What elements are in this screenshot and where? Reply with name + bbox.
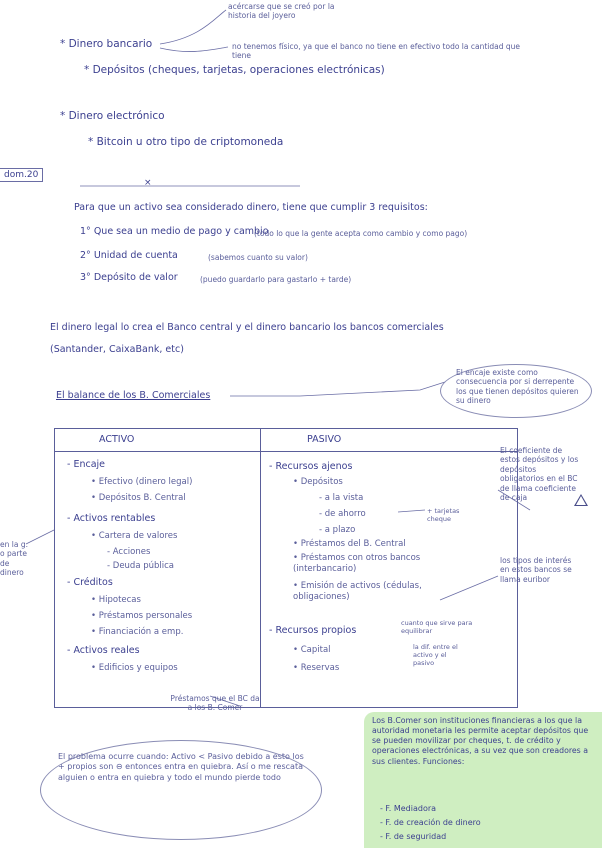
activo-efectivo: • Efectivo (dinero legal): [91, 477, 193, 487]
note-creacion: acércarse que se creó por la historia del joyero: [228, 2, 335, 21]
activo-rentables: - Activos rentables: [67, 513, 156, 524]
pasivo-ahorro: - de ahorro: [319, 509, 366, 519]
x-mark: ×: [144, 178, 152, 188]
activo-cartera: • Cartera de valores: [91, 531, 178, 541]
depositos-line: * Depósitos (cheques, tarjetas, operaciones electrónicas): [84, 64, 385, 76]
annot-tarjetas: + tarjetas cheque: [427, 507, 460, 524]
balance-title: El balance de los B. Comerciales: [56, 390, 211, 401]
requisito-1: 1° Que sea un medio de pago y cambio: [80, 226, 269, 237]
activo-financiacion: • Financiación a emp.: [91, 627, 184, 637]
funcion-3: - F. de seguridad: [380, 832, 447, 841]
activo-prestamos: • Préstamos personales: [91, 611, 193, 621]
requisito-3: 3° Depósito de valor: [80, 272, 178, 283]
pasivo-prestamos-otros: • Préstamos con otros bancos (interbancario): [293, 553, 421, 574]
activo-encaje: - Encaje: [67, 459, 105, 470]
date-label: dom.20: [0, 168, 43, 182]
bitcoin-line: * Bitcoin u otro tipo de criptomoneda: [88, 136, 284, 148]
pasivo-depositos: • Depósitos: [293, 477, 343, 487]
annot-euribor: los tipos de interés en estos bancos se llama euribor: [500, 556, 572, 584]
activo-reales: - Activos reales: [67, 645, 140, 656]
arrow-historia: [160, 10, 226, 44]
pasivo-ajenos: - Recursos ajenos: [269, 461, 353, 472]
pasivo-reservas: • Reservas: [293, 663, 340, 673]
dinero-legal-line2: (Santander, CaixaBank, etc): [50, 344, 184, 355]
pasivo-prestamos-bc: • Préstamos del B. Central: [293, 539, 406, 549]
pasivo-capital: • Capital: [293, 645, 331, 655]
activo-header: ACTIVO: [99, 434, 135, 445]
requisito-2-note: (sabemos cuanto su valor): [208, 253, 308, 262]
funcion-1: - F. Mediadora: [380, 804, 437, 813]
pasivo-header: PASIVO: [307, 434, 342, 445]
note-no-tenemos: no tenemos físico, ya que el banco no tiene en efectivo todo la cantidad que tiene: [232, 42, 520, 61]
encaje-note: El encaje existe como consecuencia por si derrepente los que tienen depósitos quieren su dinero: [456, 368, 579, 406]
dinero-legal-line1: El dinero legal lo crea el Banco central y el dinero bancario los bancos comerciales: [50, 322, 444, 333]
activo-depositos-bc: • Depósitos B. Central: [91, 493, 186, 503]
balance-table: [54, 428, 518, 708]
warning-icon: [574, 494, 588, 506]
dinero-bancario: * Dinero bancario: [60, 38, 153, 50]
requisito-2: 2° Unidad de cuenta: [80, 250, 178, 261]
annot-left: en la g. o parte de dinero: [0, 540, 28, 578]
annot-diferencia: la dif. entre el activo y el pasivo: [413, 643, 458, 668]
requisitos-intro: Para que un activo sea considerado dinero, tiene que cumplir 3 requisitos:: [74, 202, 428, 213]
activo-acciones: - Acciones: [107, 547, 151, 557]
problem-text: El problema ocurre cuando: Activo < Pasivo debido a esto los + propios son ⊖ entonces entra en quiebra. Así o me rescata alguien o entra en quiebra y todo el mundo pierde todo: [58, 752, 304, 782]
funcion-2: - F. de creación de dinero: [380, 818, 481, 827]
arrow-fisico: [160, 47, 228, 52]
activo-deuda: - Deuda pública: [107, 561, 175, 571]
dinero-electronico: * Dinero electrónico: [60, 110, 165, 122]
pasivo-plazo: - a plazo: [319, 525, 356, 535]
arrow-encaje: [230, 382, 445, 396]
annot-coeficiente: El coeficiente de estos depósitos y los depósitos obligatorios en el BC de llama coeficiente de caja: [500, 446, 579, 502]
annot-prestamos-bc: Préstamos que el BC da a los B. Comer: [170, 694, 260, 713]
green-text: Los B.Comer son instituciones financieras a los que la autoridad monetaria les permite aceptar depósitos que se pueden movilizar por cheques, t. de crédito y operaciones electrónicas, a su vez que son creadores a sus clientes. Funciones:: [372, 716, 589, 766]
pasivo-propios: - Recursos propios: [269, 625, 357, 636]
annot-equilibrar: cuanto que sirve para equilibrar: [401, 619, 473, 636]
activo-hipotecas: • Hipotecas: [91, 595, 141, 605]
pasivo-emision: • Emisión de activos (cédulas, obligaciones): [293, 581, 422, 602]
requisito-1-note: (todo lo que la gente acepta como cambio y como pago): [254, 229, 468, 238]
pasivo-vista: - a la vista: [319, 493, 364, 503]
requisito-3-note: (puedo guardarlo para gastarlo + tarde): [200, 275, 352, 284]
balance-table-divider: [260, 429, 261, 707]
activo-creditos: - Créditos: [67, 577, 113, 588]
activo-edificios: • Edificios y equipos: [91, 663, 178, 673]
